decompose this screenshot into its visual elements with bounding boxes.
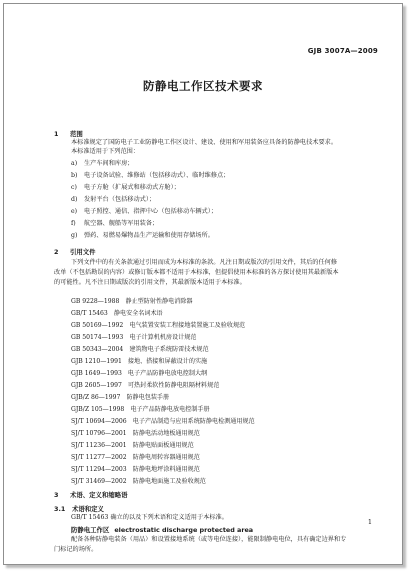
reference-item: GB 9228—1988 静止型防射性静电消除器 [71, 298, 193, 305]
section-3-intro: GB/T 15463 确立的以及下列术语和定义适用于本标准。 [71, 514, 228, 521]
list-item: e) 电子照控、通信、指挥中心（包括移动车辆式）； [71, 208, 218, 215]
reference-item: GJB 1210—1991 接地、搭接和屏蔽设计的实施 [71, 358, 208, 365]
section-number: 3 [54, 491, 59, 499]
reference-item: GB 50174—1993 电子计算机机房设计规范 [71, 334, 197, 341]
page-number: 1 [367, 518, 372, 526]
subsection-number: 3.1 [54, 505, 66, 513]
reference-item: GJB/Z 105—1998 电子产品防静电放电控制手册 [71, 406, 210, 413]
reference-item: SJ/T 10694—2006 电子产品制造与应用系统防静电检测通用规范 [71, 418, 255, 425]
term-entry [71, 525, 253, 534]
reference-item: GJB 1649—1993 电子产品防静电放电控制大纲 [71, 370, 208, 377]
document-page [3, 3, 403, 565]
reference-item: GJB 2605—1997 可热封柔软性防静电阻隔材料规范 [71, 382, 220, 389]
reference-item: GJB/Z 86—1997 防静电包装手册 [71, 394, 170, 401]
list-item: f) 航空器、舰船等军用装备； [71, 220, 159, 227]
list-item: g) 弹药、易燃易爆物品生产运输和使用存储场所。 [71, 232, 214, 239]
standard-code: GJB 3007A—2009 [307, 47, 378, 55]
list-item: d) 发射平台（包括移动式）； [71, 196, 156, 203]
term-english: electrostatic discharge protected area [114, 526, 254, 534]
reference-item: SJ/T 11294—2003 防静电地坪涂料通用规范 [71, 466, 200, 473]
section-title: 引用文件 [70, 248, 96, 256]
term-chinese: 防静电工作区 [71, 526, 110, 534]
definition-line: 配备各种防静电装备（用品）和设置接地系统（或等电位连接），能限制静电电位，具有确定边界和专 [71, 536, 347, 543]
list-item: a) 生产车间和库房； [71, 160, 134, 167]
section-3-heading [54, 490, 128, 499]
list-item: c) 电子方舱（扩展式和移动式方舱）； [71, 184, 180, 191]
section-title: 术语、定义和缩略语 [70, 491, 128, 499]
section-1-paragraph-line: 本标准规定了国防电子工业防静电工作区设计、建设、使用和军用装备应具备的防静电技术要求。 [71, 139, 338, 146]
section-2-heading [54, 247, 96, 256]
reference-item: SJ/T 11236—2001 防静电贴面板通用规范 [71, 442, 194, 449]
section-2-paragraph-line: 的可能性。凡不注日期或版次的引用文件，其最新版本适用于本标准。 [54, 279, 246, 286]
subsection-3-1-heading [54, 504, 104, 513]
definition-line: 门标记的场所。 [54, 546, 98, 553]
reference-item: GB 50169—1992 电气装置安装工程接地装置施工及验收规范 [71, 322, 246, 329]
subsection-title: 术语和定义 [72, 505, 104, 513]
list-item: b) 电子设备试验、维修站（包括移动式）、临时维修点； [71, 172, 230, 179]
section-title: 范围 [70, 130, 83, 138]
document-title: 防静电工作区技术要求 [143, 79, 263, 93]
reference-item: SJ/T 10796—2001 防静电活动地板通用规范 [71, 430, 200, 437]
reference-item: SJ/T 31469—2002 防静电地面施工及验收规范 [71, 478, 206, 485]
section-2-paragraph-line: 下列文件中的有关条款通过引用而成为本标准的条款。凡注日期或版次的引用文件，其后的任何修 [71, 259, 338, 266]
section-2-paragraph-line: 改单（不包括勘误的内容）或修订版本都不适用于本标准，但提倡使用本标准的各方探讨使用其最新版本 [54, 269, 339, 276]
reference-item: GB/T 15463 静电安全名词术语 [71, 310, 163, 317]
reference-item: GB 50343—2004 建筑物电子系统防雷技术规范 [71, 346, 209, 353]
section-number: 1 [54, 130, 59, 138]
section-1-paragraph-line: 本标准适用于下列范围： [71, 148, 140, 155]
section-1-heading [54, 129, 83, 138]
section-number: 2 [54, 248, 59, 256]
reference-item: SJ/T 11277—2002 防静电周转容器通用规范 [71, 454, 200, 461]
